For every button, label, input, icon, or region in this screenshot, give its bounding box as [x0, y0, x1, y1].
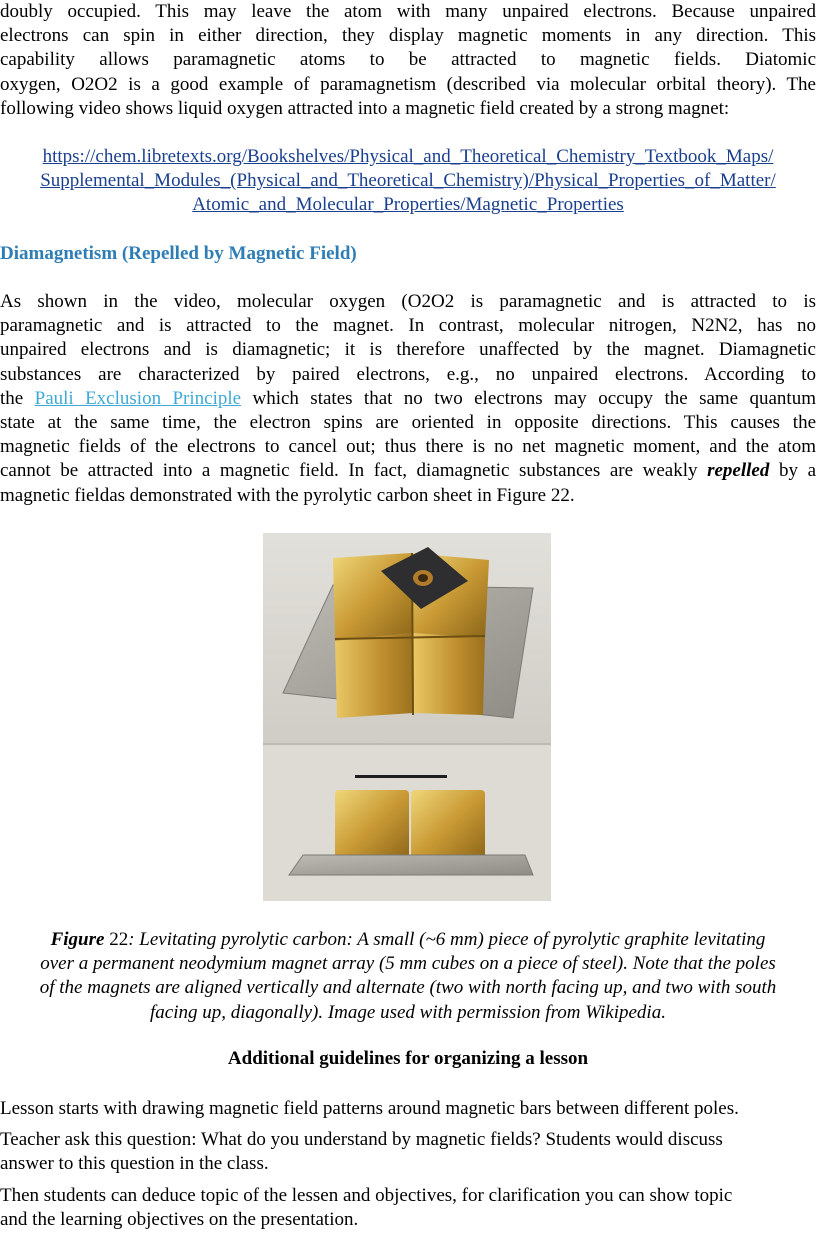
lesson-paragraph-3 — [0, 1184, 816, 1232]
paragraph-line — [0, 387, 816, 411]
paragraph-line: magnetic fieldas demonstrated with the pyrolytic carbon sheet in Figure 22. — [0, 484, 575, 506]
lesson-paragraph-1 — [0, 1097, 816, 1121]
diamagnetism-paragraph — [0, 290, 816, 508]
lesson-guidelines-heading: Additional guidelines for organizing a lesson — [227, 1048, 589, 1069]
paragraph-line: Then students can deduce topic of the lessen and objectives, for clarification you can show topic — [0, 1185, 733, 1206]
paragraph-line: paramagnetic and is attracted to the magnet. In contrast, molecular nitrogen, N2N2, has no — [0, 315, 816, 337]
link-line[interactable]: Atomic_and_Molecular_Properties/Magnetic_Properties — [192, 194, 624, 216]
paragraph-line: electrons can spin in either direction, they display magnetic moments in any direction. This — [0, 25, 816, 47]
link-line[interactable]: https://chem.libretexts.org/Bookshelves/Physical_and_Theoretical_Chemistry_Textbook_Maps/ — [42, 146, 774, 167]
figure-label: Figure — [50, 929, 105, 950]
lesson-paragraph-2 — [0, 1128, 816, 1176]
caption-line: facing up, diagonally). Image used with permission from Wikipedia. — [150, 1001, 666, 1023]
paragraph-line: substances are characterized by paired electrons, e.g., no unpaired electrons. According to — [0, 363, 816, 385]
emphasis-repelled: repelled — [707, 460, 770, 482]
link-line[interactable]: Supplemental_Modules_(Physical_and_Theoretical_Chemistry)/Physical_Properties_of_Matter/ — [40, 170, 776, 192]
paragraph-line: following video shows liquid oxygen attracted into a magnetic field created by a strong magnet: — [0, 97, 730, 119]
figure-number: 22 — [104, 929, 129, 950]
caption-text: : Levitating pyrolytic carbon: A small (~6 mm) piece of pyrolytic graphite levitating — [128, 929, 766, 950]
caption-line: over a permanent neodymium magnet array (5 mm cubes on a piece of steel). Note that the poles — [40, 953, 776, 975]
caption-line — [0, 928, 816, 952]
pauli-exclusion-link[interactable]: Pauli Exclusion Principle — [34, 387, 242, 409]
caption-line: of the magnets are aligned vertically and alternate (two with north facing up, and two with south — [39, 977, 777, 999]
text-fragment: the — [0, 387, 35, 409]
photo-drawing — [263, 533, 551, 901]
paragraph-line: doubly occupied. This may leave the atom with many unpaired electrons. Because unpaired — [0, 1, 816, 22]
paragraph-line: magnetic fields of the electrons to cancel out; thus there is no net magnetic moment, and the atom — [0, 436, 816, 458]
section-heading: Diamagnetism (Repelled by Magnetic Field) — [0, 243, 357, 264]
paragraph-line: Teacher ask this question: What do you understand by magnetic fields? Students would discuss — [0, 1129, 723, 1150]
paragraph-line: unpaired electrons and is diamagnetic; it is therefore unaffected by the magnet. Diamagnetic — [0, 339, 816, 361]
paragraph-line: As shown in the video, molecular oxygen (O2O2 is paramagnetic and is attracted to is — [0, 291, 816, 312]
paragraph-line: oxygen, O2O2 is a good example of paramagnetism (described via molecular orbital theory). The — [0, 73, 816, 95]
paragraph-line: capability allows paramagnetic atoms to be attracted to magnetic fields. Diatomic — [0, 49, 816, 71]
paragraph-line — [0, 459, 816, 483]
paragraph-line: answer to this question in the class. — [0, 1153, 269, 1175]
paragraph-line: and the learning objectives on the presentation. — [0, 1209, 359, 1231]
text-fragment: by a — [769, 460, 816, 482]
text-fragment: which states that no two electrons may occupy the same quantum — [241, 387, 816, 409]
paragraph-line: state at the same time, the electron spins are oriented in opposite directions. This causes the — [0, 412, 816, 434]
paramagnetism-paragraph — [0, 0, 816, 121]
figure-caption — [0, 928, 816, 1025]
video-link[interactable] — [0, 145, 816, 218]
text-fragment: cannot be attracted into a magnetic field. In fact, diamagnetic substances are weakly — [0, 460, 708, 482]
paragraph-line: Lesson starts with drawing magnetic field patterns around magnetic bars between different poles. — [0, 1098, 739, 1119]
levitating-graphite-photo — [263, 533, 551, 901]
